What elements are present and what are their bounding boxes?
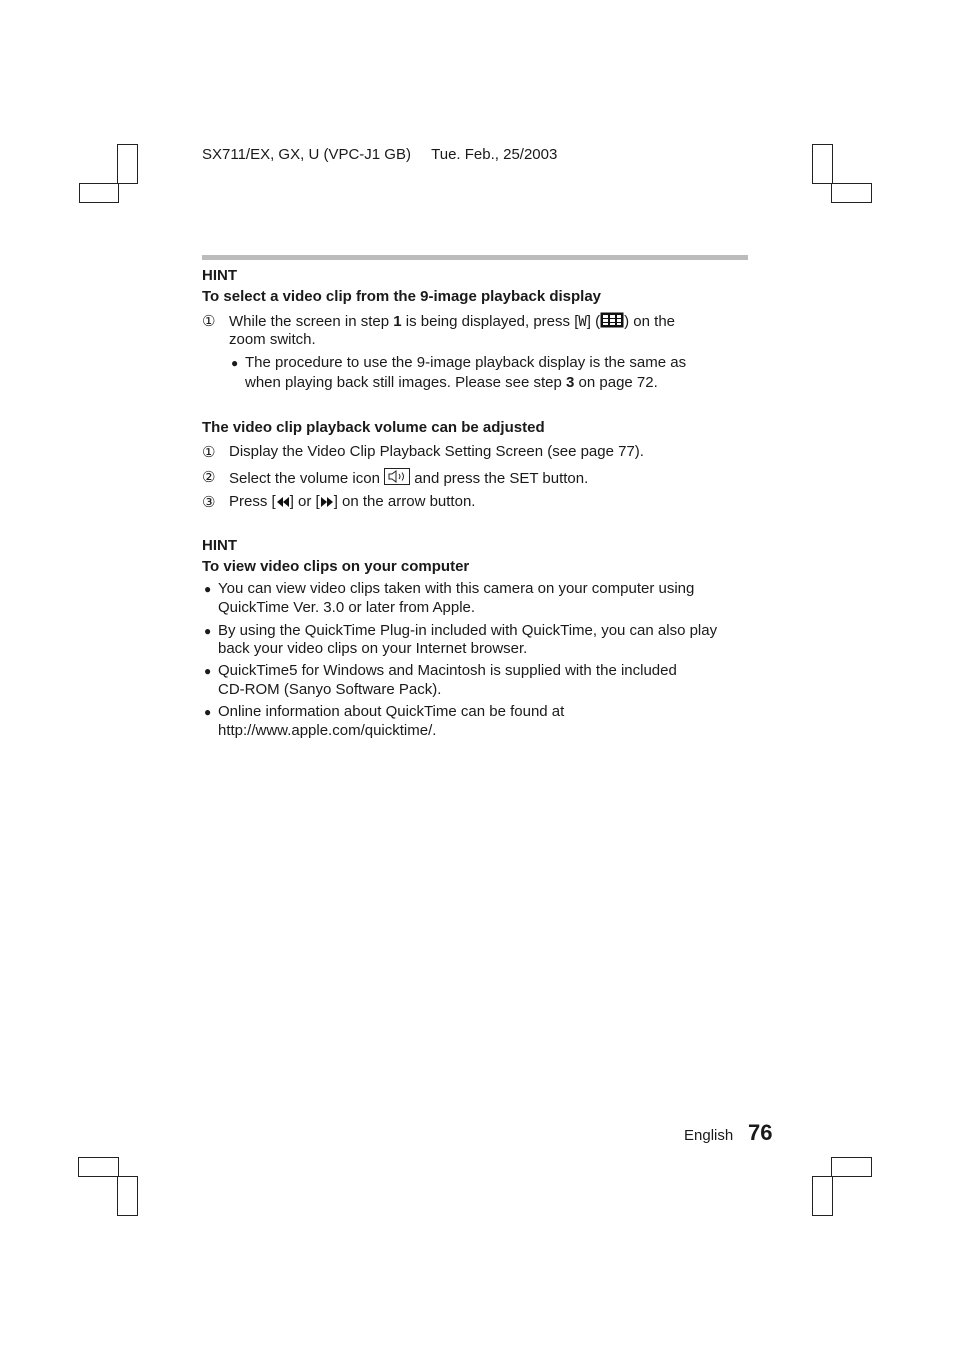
page-number: 76 xyxy=(748,1120,773,1145)
hint-label-1: HINT xyxy=(202,267,237,284)
text: ) on the xyxy=(624,313,676,330)
section3-title: To view video clips on your computer xyxy=(202,558,470,575)
crop-mark-bottom-right-v xyxy=(812,1176,833,1216)
text: when playing back still images. Please see step xyxy=(245,374,567,391)
section1-title: To select a video clip from the 9-image playback display xyxy=(202,288,602,305)
text: Press [ xyxy=(229,493,276,510)
footer-language: English xyxy=(684,1127,734,1144)
section1-note-line2 xyxy=(245,374,658,391)
zoom-w-key: W xyxy=(578,314,587,330)
section1-step1-line1 xyxy=(229,312,675,330)
step-number: ① xyxy=(202,313,216,330)
crop-mark-bottom-left-v xyxy=(117,1176,138,1216)
crop-mark-top-right-h xyxy=(831,183,872,203)
section3-bullet1-line1: You can view video clips taken with this camera on your computer using xyxy=(218,580,695,597)
crop-mark-bottom-right-h xyxy=(831,1157,872,1177)
text: ] ( xyxy=(586,313,601,330)
text: ] or [ xyxy=(289,493,320,510)
print-header xyxy=(202,146,557,163)
section2-step1: Display the Video Clip Playback Setting Screen (see page 77). xyxy=(229,443,644,460)
section3-bullet4-line1: Online information about QuickTime can be found at xyxy=(218,703,565,720)
text: ] on the arrow button. xyxy=(333,493,476,510)
bullet: ● xyxy=(204,664,212,678)
step-ref: 3 xyxy=(566,374,575,391)
text: While the screen in step xyxy=(229,313,394,330)
section3-bullet2-line2: back your video clips on your Internet browser. xyxy=(218,640,528,657)
section3-bullet3-line1: QuickTime5 for Windows and Macintosh is supplied with the included xyxy=(218,662,677,679)
crop-mark-top-right-v xyxy=(812,144,833,184)
section3-bullet4-line2: http://www.apple.com/quicktime/. xyxy=(218,722,437,739)
crop-mark-top-left-v xyxy=(117,144,138,184)
section1-note-line1: The procedure to use the 9-image playback display is the same as xyxy=(245,354,687,371)
section3-bullet3-line2: CD-ROM (Sanyo Software Pack). xyxy=(218,681,442,698)
step-ref: 1 xyxy=(393,313,402,330)
header-model: SX711/EX, GX, U (VPC-J1 GB) xyxy=(202,146,411,163)
section1-step1-line2: zoom switch. xyxy=(229,331,316,348)
step-number: ① xyxy=(202,444,216,461)
section2-step2 xyxy=(229,468,588,487)
text: is being displayed, press [ xyxy=(401,313,579,330)
bullet: ● xyxy=(231,356,239,370)
text: and press the SET button. xyxy=(410,470,589,487)
section3-bullet1-line2: QuickTime Ver. 3.0 or later from Apple. xyxy=(218,599,476,616)
hint-label-2: HINT xyxy=(202,537,237,554)
bullet: ● xyxy=(204,624,212,638)
section2-title: The video clip playback volume can be adjusted xyxy=(202,419,545,436)
bullet: ● xyxy=(204,705,212,719)
text: Select the volume icon xyxy=(229,470,385,487)
rewind-arrow-icon xyxy=(276,496,290,508)
text: on page 72. xyxy=(574,374,658,391)
crop-mark-top-left-h xyxy=(79,183,119,203)
step-number: ② xyxy=(202,469,216,486)
section2-step3 xyxy=(229,493,475,510)
nine-image-display-icon xyxy=(600,312,624,328)
section-rule xyxy=(202,255,748,260)
volume-icon xyxy=(384,468,410,485)
section3-bullet2-line1: By using the QuickTime Plug-in included with QuickTime, you can also play xyxy=(218,622,718,639)
fast-forward-arrow-icon xyxy=(320,496,334,508)
bullet: ● xyxy=(204,582,212,596)
step-number: ③ xyxy=(202,494,216,511)
header-date: Tue. Feb., 25/2003 xyxy=(431,146,558,163)
crop-mark-bottom-left-h xyxy=(78,1157,119,1177)
